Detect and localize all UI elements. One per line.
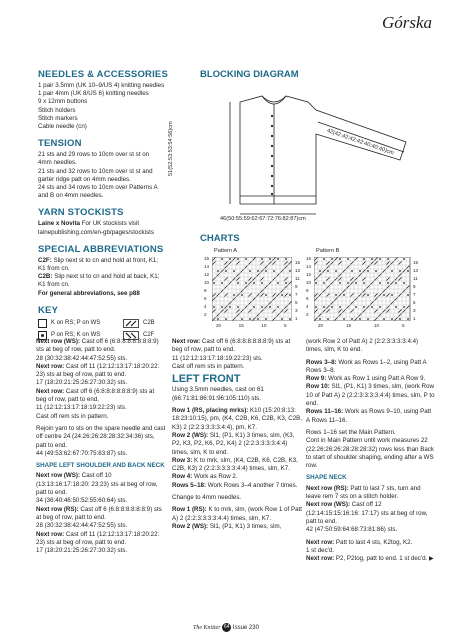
empty-square-icon [38, 319, 47, 328]
purl-stitch [323, 282, 325, 284]
row-tick-label: 8 [204, 288, 207, 293]
cardigan-blocking-diagram [200, 82, 430, 232]
purl-stitch [343, 318, 345, 320]
purl-stitch [233, 270, 235, 272]
tension-heading: TENSION [38, 138, 82, 150]
purl-stitch [213, 282, 215, 284]
row-tick-label: 11 [295, 276, 300, 281]
purl-stitch [355, 282, 357, 284]
needles-line: Stitch holders [38, 106, 76, 114]
page-title: Górska [381, 13, 432, 32]
purl-stitch [351, 270, 353, 272]
row-tick-label: 16 [204, 256, 210, 261]
purl-stitch [229, 306, 231, 308]
instruction-para: Next row: Patt to last 4 sts, K2tog, K2. 1 st dec'd. Next row: P2, P2tog, patt to end. 1 st dec'd. ▶ [306, 538, 434, 563]
row-tick-label: 15 [413, 260, 419, 265]
purl-stitch [339, 306, 341, 308]
purl-stitch [383, 318, 385, 320]
purl-stitch [367, 318, 369, 320]
row-tick-label: 6 [204, 296, 207, 301]
purl-stitch [285, 282, 287, 284]
col-tick-label: 10 [261, 323, 267, 328]
yarn-name: Laine x Novita [38, 220, 80, 228]
row-tick-label: 10 [204, 280, 210, 285]
purl-stitch [289, 294, 291, 296]
key-sym-label: C2F [143, 332, 155, 339]
purl-stitch [363, 258, 365, 260]
key-sym-label: C2B [143, 320, 155, 327]
tension-line: and B on 4mm needles. [38, 192, 104, 200]
blocking-diagram-heading: BLOCKING DIAGRAM [200, 69, 299, 80]
instruction-para: Next row (WS): Cast off 10 (13:13:16:17:18:20: 23:23) sts at beg of row, patt to end. 34 (36:40:46:50:52:55:60:64) sts. Next row (RS): Cast off 6 (6:8:8:8:8:8:8:9) sts at beg of row, patt to end. 28 (30:32:38:42:44:47:52:55) sts. Next row: Cast off 11 (12:12:13:17:18:20:22: 23) sts at beg of row, patt to end. 17 (18:20:21:25:26:27:30:32) sts. [36, 472, 162, 555]
purl-stitch [217, 318, 219, 320]
row-tick-label: 13 [295, 268, 301, 273]
purl-stitch [367, 270, 369, 272]
instruction-para: Row 1 (RS): K to mrk, slm, (work Row 1 of Patt A) 2 (2:2:3:3:3:3:4:4) times, slm, K7. Row 2 (WS): Sl1, (P1, K1) 3 times, slm, [172, 506, 302, 530]
info-panel [28, 52, 432, 339]
magazine-name: The Knitter [193, 625, 221, 632]
purl-stitch [245, 282, 247, 284]
row-tick-label: 1 [295, 316, 298, 321]
purl-stitch [245, 258, 247, 260]
purl-stitch [403, 282, 405, 284]
subheading: SHAPE LEFT SHOULDER AND BACK NECK [36, 462, 165, 470]
arrow-right-icon: ▶ [428, 555, 434, 563]
row-tick-label: 13 [413, 268, 419, 273]
purl-stitch [225, 270, 227, 272]
purl-stitch [281, 294, 283, 296]
purl-stitch [249, 318, 251, 320]
purl-stitch [241, 318, 243, 320]
row-tick-label: 4 [204, 304, 207, 309]
key-heading: KEY [38, 304, 59, 316]
purl-stitch [363, 306, 365, 308]
purl-stitch [371, 306, 373, 308]
purl-stitch [383, 294, 385, 296]
tension-line: garter ridge patt on 4mm needles. [38, 175, 131, 183]
row-tick-label: 9 [295, 284, 298, 289]
key-row-knit [38, 319, 188, 328]
purl-stitch [387, 258, 389, 260]
materials-column [38, 69, 188, 340]
purl-stitch [327, 318, 329, 320]
needles-line: 9 x 12mm buttons [38, 98, 88, 106]
charts-heading: CHARTS [200, 233, 240, 244]
needles-line: 1 pair 3.5mm (UK 10–9/US 4) knitting needles [38, 82, 165, 89]
purl-stitch [355, 306, 357, 308]
yarn-heading: YARN STOCKISTS [38, 207, 124, 219]
purl-stitch [407, 270, 409, 272]
row-tick-label: 8 [306, 288, 309, 293]
purl-stitch [319, 270, 321, 272]
width-measurement: 46(50:55:59:62:67:72:76:82:87)cm [220, 216, 306, 222]
purl-stitch [395, 306, 397, 308]
purl-stitch [277, 306, 279, 308]
pattern-a-label: Pattern A [214, 248, 238, 254]
purl-stitch [379, 282, 381, 284]
purl-stitch [359, 270, 361, 272]
col-tick-label: 20 [216, 323, 222, 328]
instruction-para: Rows 1–16 set the Main Pattern. Cont in Main Pattern until work measures 22 (22:26:26:26:28:28:28:32) rows less than Back to start of shoulder shaping, ending after a WS row. [306, 428, 434, 470]
yarn-line [38, 220, 188, 228]
tension-line: 4mm needles. [38, 159, 77, 167]
purl-stitch [265, 294, 267, 296]
row-tick-label: 11 [413, 276, 418, 281]
row-tick-label: 6 [306, 296, 309, 301]
purl-stitch [403, 258, 405, 260]
row-tick-label: 4 [306, 304, 309, 309]
key-label: P on RS; K on WS [51, 332, 101, 339]
row-tick-label: 9 [413, 284, 416, 289]
row-tick-label: 14 [204, 264, 210, 269]
purl-stitch [237, 306, 239, 308]
col-tick-label: 15 [238, 323, 244, 328]
purl-stitch [323, 258, 325, 260]
purl-stitch [277, 282, 279, 284]
needles-heading: NEEDLES & ACCESSORIES [38, 69, 169, 80]
instruction-para: Using 3.5mm needles, cast on 61 (66:71:81:86:91:96:105:110) sts. [172, 386, 264, 402]
purl-stitch [269, 258, 271, 260]
abbrev-item-cont: K1 from cn. [38, 265, 70, 273]
purl-stitch [257, 318, 259, 320]
abbrev-def: Slip next st to cn and hold at front, K1; [53, 256, 159, 264]
purl-stitch [285, 258, 287, 260]
purl-stitch [379, 258, 381, 260]
purl-stitch [289, 318, 291, 320]
purl-stitch [315, 282, 317, 284]
yarn-url[interactable]: lainepublishing.com/en-gb/pages/stockists [38, 228, 154, 236]
purl-stitch [261, 258, 263, 260]
needles-line: Cable needle (cn) [38, 123, 87, 131]
row-tick-label: 2 [204, 312, 207, 317]
purl-stitch [335, 270, 337, 272]
abbrev-term: C2B: [38, 273, 53, 281]
instruction-para: Rows 3–8: Work as Rows 1–2, using Patt A Rows 3–8. Row 9: Work as Row 1 using Patt A Row 9. Row 10: Sl1, (P1, K1) 3 times, slm, (work Row 10 of Patt A) 2 (2:2:3:3:3:3:4:4) times, slm, P to end. Rows 11–16: Work as Rows 9–10, using Patt A Rows 11–16. [306, 358, 435, 424]
length-measurement: 51(52:53:53:54:56)cm [168, 121, 174, 176]
purl-stitch [265, 318, 267, 320]
instructions-column-1 [36, 338, 166, 559]
tension-line: 21 sts and 32 rows to 10cm over st st and [38, 167, 153, 175]
col-tick-label: 5 [284, 323, 287, 328]
row-tick-label: 3 [413, 308, 416, 313]
abbrev-item [38, 257, 188, 265]
purl-stitch [241, 294, 243, 296]
needles-line: Stitch markers [38, 114, 78, 122]
row-tick-label: 3 [295, 308, 298, 313]
purl-stitch [229, 258, 231, 260]
yarn-note: For UK stockists visit [81, 220, 140, 228]
purl-stitch [403, 306, 405, 308]
purl-stitch [395, 282, 397, 284]
pattern-a-chart [212, 257, 292, 321]
issue-number: Issue 230 [232, 625, 259, 632]
purl-stitch [407, 318, 409, 320]
page-number: 64 [223, 624, 230, 630]
instruction-para: Rejoin yarn to sts on the spare needle and cast off centre 24 (24:26:26:28:28:32:34:36) sts, patt to end. 44 (49:53:62:67:70:75:83:87) sts. [36, 424, 166, 457]
purl-stitch [319, 318, 321, 320]
purl-stitch [265, 270, 267, 272]
col-tick-label: 10 [374, 323, 380, 328]
purl-stitch [221, 282, 223, 284]
abbrev-footer: For general abbreviations, see p88 [38, 289, 140, 297]
instruction-para: Change to 4mm needles. [172, 494, 242, 502]
purl-stitch [407, 294, 409, 296]
col-tick-label: 20 [318, 323, 324, 328]
abbrev-term: C2F: [38, 256, 52, 264]
purl-stitch [367, 294, 369, 296]
col-tick-label: 15 [346, 323, 352, 328]
purl-stitch [233, 294, 235, 296]
abbrev-item-cont: K1 from cn. [38, 281, 70, 289]
purl-stitch [339, 258, 341, 260]
col-tick-label: 5 [402, 323, 405, 328]
purl-stitch [371, 258, 373, 260]
purl-stitch [331, 258, 333, 260]
purl-stitch [375, 270, 377, 272]
purl-stitch [253, 282, 255, 284]
tension-line: 24 sts and 34 rows to 10cm over Patterns A [38, 184, 158, 192]
abbrev-item [38, 273, 188, 281]
pattern-b-label: Pattern B [316, 248, 340, 254]
purl-stitch [387, 282, 389, 284]
purl-stitch [391, 270, 393, 272]
pattern-b-chart [314, 257, 414, 321]
purl-stitch [221, 258, 223, 260]
purl-stitch [221, 306, 223, 308]
purl-stitch [261, 282, 263, 284]
subheading: SHAPE NECK [306, 474, 347, 482]
purl-stitch [273, 270, 275, 272]
row-tick-label: 14 [306, 264, 312, 269]
purl-stitch [261, 306, 263, 308]
purl-stitch [315, 306, 317, 308]
instruction-para: Row 1 (RS, placing mrks): K10 (15:20:8:13: 18:23:10:15), pm, (K4, C2B, K6, C2B, K3, C2B, K3) 2 (2:2:3:3:3:3:4:4), pm, K7. Row 2 (WS): Sl1, (P1, K1) 3 times, slm, (K3, P2, K3, P2, K6, P2, K4) 2 (2:2:3:3:3:3:4:4) times, slm, K to end. Row 3: K to mrk, slm, (K4, C2B, K6, C2B, K3, C2B, K3) 2 (2:2:3:3:3:3:4:4) times, slm, K7. Row 4: Work as Row 2. Rows 5–18: Work Rows 3–4 another 7 times. [172, 407, 303, 489]
purl-stitch [277, 258, 279, 260]
purl-stitch [335, 294, 337, 296]
purl-stitch [237, 258, 239, 260]
purl-stitch [343, 294, 345, 296]
page-footer [0, 623, 452, 632]
instructions-column-2 [172, 338, 302, 535]
instructions-column-3 [306, 338, 436, 567]
purl-stitch [331, 306, 333, 308]
purl-stitch [339, 282, 341, 284]
purl-stitch [289, 270, 291, 272]
needles-list [38, 82, 188, 131]
purl-stitch [391, 294, 393, 296]
purl-stitch [249, 270, 251, 272]
purl-stitch [225, 318, 227, 320]
instruction-para: Next row (WS): Cast off 6 (6:8:8:8:8:8:8:8:9) sts at beg of row, patt to end. 28 (30:32:38:42:44:47:52:55) sts. Next row: Cast off 11 (12:12:13:17:18:20:22: 23) sts at beg of row, patt to end. 17 (18:20:21:25:26:27:30:32) sts. Next row: Cast off 6 (6:8:8:8:8:8:8:9) sts at beg of row, patt to end. 11 (12:12:13:17:18:19:22:23) sts. Cast off rem sts in pattern. [36, 338, 160, 420]
purl-stitch [281, 318, 283, 320]
purl-stitch [257, 270, 259, 272]
instruction-para: Next row: Cast off 6 (6:8:8:8:8:8:8:9) sts at beg of row, patt to end. 11 (12:12:13:17:18:19:22:23) sts. Cast off rem sts in pattern. [172, 338, 291, 370]
sleeve-measurement: 42(42:42:42:42:40:40:40)cm [326, 128, 395, 157]
purl-stitch [213, 306, 215, 308]
instruction-para: (work Row 2 of Patt A) 2 (2:2:3:3:3:3:4:4) times, slm, K to end. [306, 338, 419, 354]
c2b-symbol-icon [123, 319, 139, 328]
purl-stitch [269, 306, 271, 308]
row-tick-label: 7 [413, 292, 416, 297]
abbrev-heading: SPECIAL ABBREVIATIONS [38, 243, 164, 255]
purl-stitch [253, 306, 255, 308]
row-tick-label: 5 [295, 300, 298, 305]
key-label: K on RS; P on WS [51, 320, 101, 327]
needles-line: 1 pair 4mm (UK 8/US 6) knitting needles [38, 90, 149, 98]
purl-stitch [237, 282, 239, 284]
purl-stitch [391, 318, 393, 320]
row-tick-label: 12 [204, 272, 210, 277]
abbrev-def: Slip next st to cn and hold at back, K1; [54, 273, 160, 281]
row-tick-label: 16 [306, 256, 312, 261]
row-tick-label: 12 [306, 272, 312, 277]
purl-stitch [359, 318, 361, 320]
purl-stitch [363, 282, 365, 284]
row-tick-label: 7 [295, 292, 298, 297]
purl-stitch [323, 306, 325, 308]
section-heading: LEFT FRONT [172, 373, 241, 386]
purl-stitch [347, 258, 349, 260]
purl-stitch [399, 318, 401, 320]
instruction-para: Next row (RS): Patt to last 7 sts, turn and leave rem 7 sts on a stitch holder. Next row (WS): Cast off 12 (12:14:15:15:16:16: 17:17) sts at beg of row, patt to end. 42 (47:50:59:64:68:73:81:86) sts. [306, 484, 428, 534]
row-tick-label: 1 [413, 316, 416, 321]
purl-stitch [217, 270, 219, 272]
row-tick-label: 5 [413, 300, 416, 305]
purl-stitch [327, 270, 329, 272]
row-tick-label: 10 [306, 280, 312, 285]
row-tick-label: 2 [306, 312, 309, 317]
purl-stitch [351, 318, 353, 320]
purl-stitch [399, 270, 401, 272]
row-tick-label: 15 [295, 260, 301, 265]
purl-stitch [379, 306, 381, 308]
purl-stitch [347, 282, 349, 284]
tension-line: 21 sts and 29 rows to 10cm over st st on [38, 151, 150, 159]
